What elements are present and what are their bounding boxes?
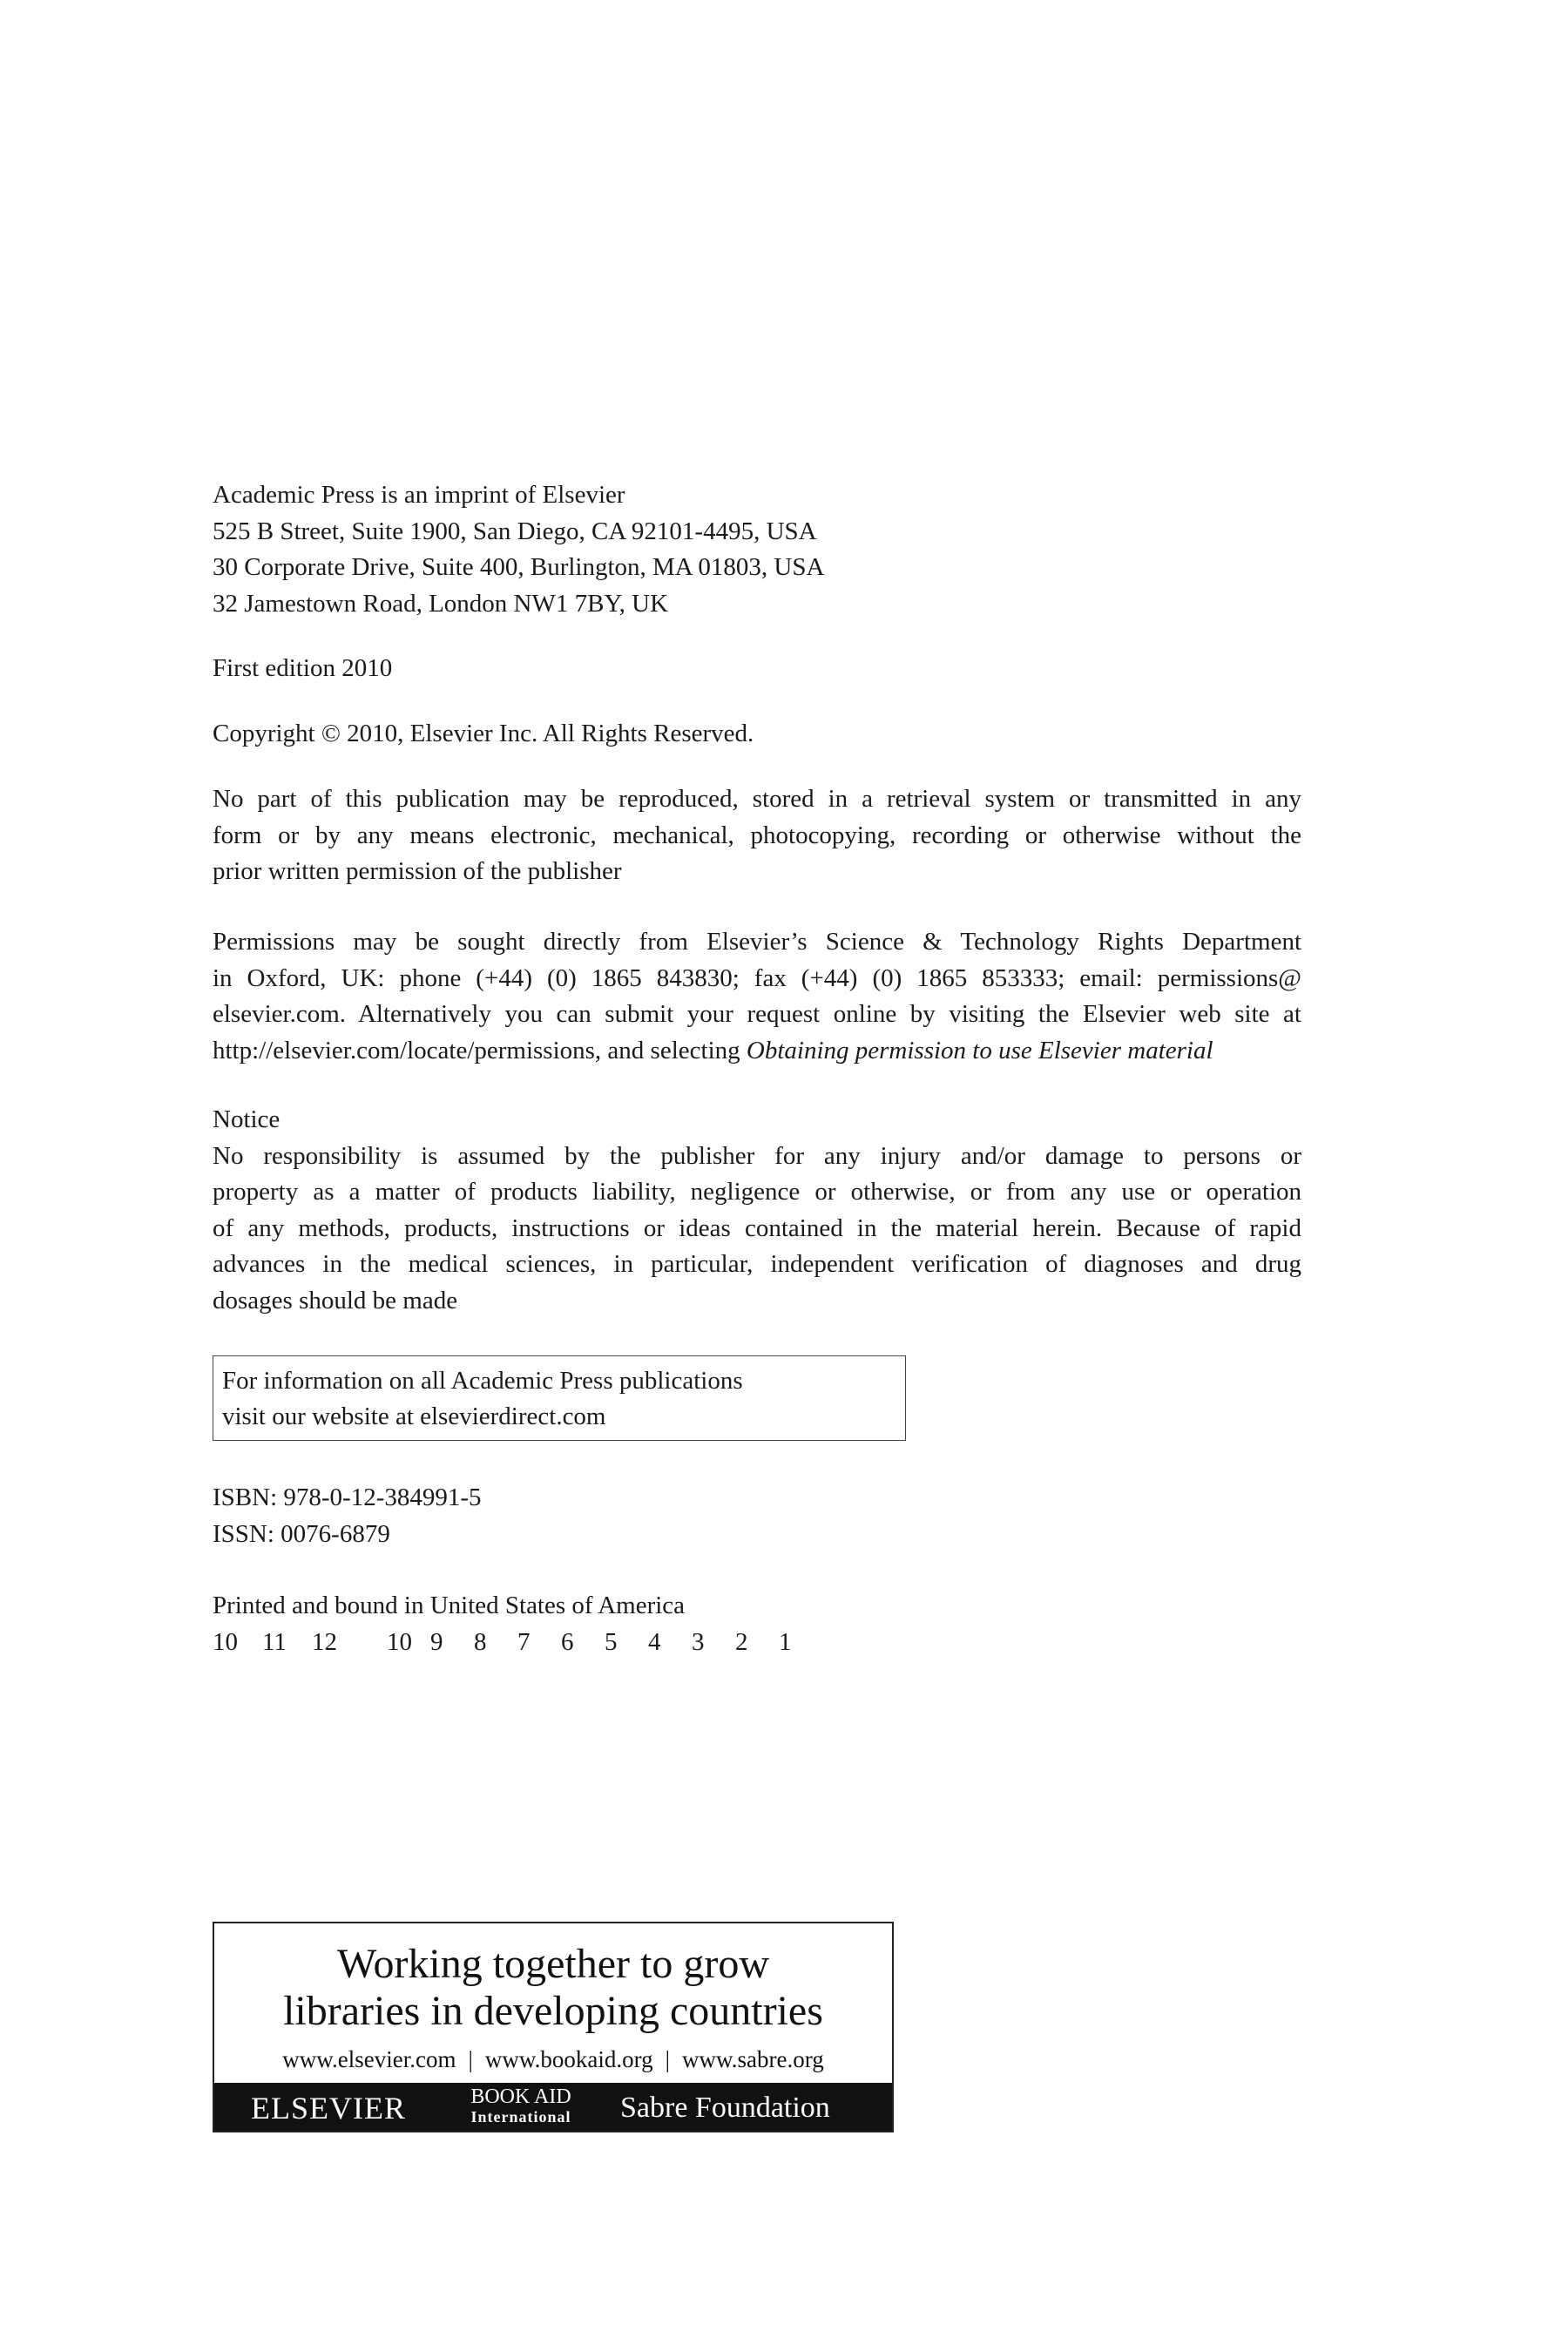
printing-block	[213, 1588, 1301, 1660]
bookaid-link[interactable]: www.bookaid.org	[484, 2046, 653, 2072]
notice-line: dosages should be made	[213, 1286, 458, 1315]
permissions-url-text: http://elsevier.com/locate/permissions, and selecting	[213, 1036, 747, 1064]
book-aid-links	[214, 2045, 892, 2073]
print-year: 10	[213, 1627, 238, 1656]
rights-paragraph	[213, 781, 1301, 890]
printed-statement: Printed and bound in United States of America	[213, 1592, 686, 1619]
sabre-link[interactable]: www.sabre.org	[682, 2046, 824, 2072]
info-box	[213, 1355, 906, 1441]
print-number: 1	[779, 1627, 792, 1656]
print-number: 10	[387, 1627, 412, 1656]
book-aid-banner	[213, 1922, 894, 2132]
address-line: Academic Press is an imprint of Elsevier	[213, 481, 625, 509]
sabre-logo: Sabre Foundation	[620, 2092, 830, 2124]
info-box-line2: visit our website at elsevierdirect.com	[222, 1402, 606, 1430]
print-number: 7	[517, 1627, 531, 1656]
address-line: 30 Corporate Drive, Suite 400, Burlington, MA 01803, USA	[213, 553, 825, 581]
print-number: 2	[735, 1627, 748, 1656]
notice-paragraph	[213, 1102, 1301, 1319]
notice-line: property as a matter of products liability, negligence or otherwise, or from any use or operation	[213, 1178, 1301, 1206]
link-separator: |	[665, 2046, 671, 2072]
permissions-paragraph	[213, 924, 1301, 1069]
notice-line: advances in the medical sciences, in particular, independent verification of diagnoses and drug	[213, 1250, 1301, 1278]
notice-heading: Notice	[213, 1105, 280, 1133]
rights-line: form or by any means electronic, mechanical, photocopying, recording or otherwise without the	[213, 821, 1301, 849]
rights-line: No part of this publication may be reproduced, stored in a retrieval system or transmitted in any	[213, 785, 1301, 813]
info-box-line1: For information on all Academic Press publications	[222, 1367, 743, 1395]
print-year: 12	[312, 1627, 337, 1656]
print-line	[213, 1625, 1301, 1661]
edition-statement: First edition 2010	[213, 654, 393, 682]
print-number: 4	[648, 1627, 661, 1656]
print-number: 6	[561, 1627, 574, 1656]
permissions-italic-text: Obtaining permission to use Elsevier material	[746, 1036, 1213, 1064]
copyright-statement: Copyright © 2010, Elsevier Inc. All Rights Reserved.	[213, 720, 754, 747]
print-number: 8	[474, 1627, 487, 1656]
link-separator: |	[468, 2046, 473, 2072]
elsevier-logo: ELSEVIER	[251, 2091, 406, 2126]
sponsor-logo-bar	[214, 2083, 892, 2131]
address-line: 525 B Street, Suite 1900, San Diego, CA 92101-4495, USA	[213, 517, 817, 545]
notice-line: of any methods, products, instructions or ideas contained in the material herein. Because of rapid	[213, 1213, 1301, 1242]
permissions-line: elsevier.com. Alternatively you can submit your request online by visiting the Elsevier web site at	[213, 1000, 1301, 1028]
isbn-block	[213, 1480, 1301, 1552]
print-number: 3	[692, 1627, 705, 1656]
permissions-line: in Oxford, UK: phone (+44) (0) 1865 843830; fax (+44) (0) 1865 853333; email: permissions@	[213, 963, 1301, 992]
rights-line: prior written permission of the publisher	[213, 857, 622, 885]
elsevier-link[interactable]: www.elsevier.com	[282, 2046, 456, 2072]
bookaid-logo: BOOK AID International	[470, 2085, 571, 2126]
notice-line: No responsibility is assumed by the publisher for any injury and/or damage to persons or	[213, 1141, 1301, 1170]
isbn: ISBN: 978-0-12-384991-5	[213, 1484, 482, 1511]
book-aid-slogan: Working together to grow libraries in developing countries	[283, 1941, 823, 2034]
permissions-last-line	[213, 1033, 1301, 1070]
address-line: 32 Jamestown Road, London NW1 7BY, UK	[213, 589, 669, 618]
permissions-line: Permissions may be sought directly from Elsevier’s Science & Technology Rights Department	[213, 928, 1301, 956]
print-year: 11	[262, 1627, 287, 1656]
print-number: 5	[605, 1627, 618, 1656]
print-number: 9	[430, 1627, 443, 1656]
publisher-address	[213, 477, 1301, 622]
issn: ISSN: 0076-6879	[213, 1519, 390, 1548]
